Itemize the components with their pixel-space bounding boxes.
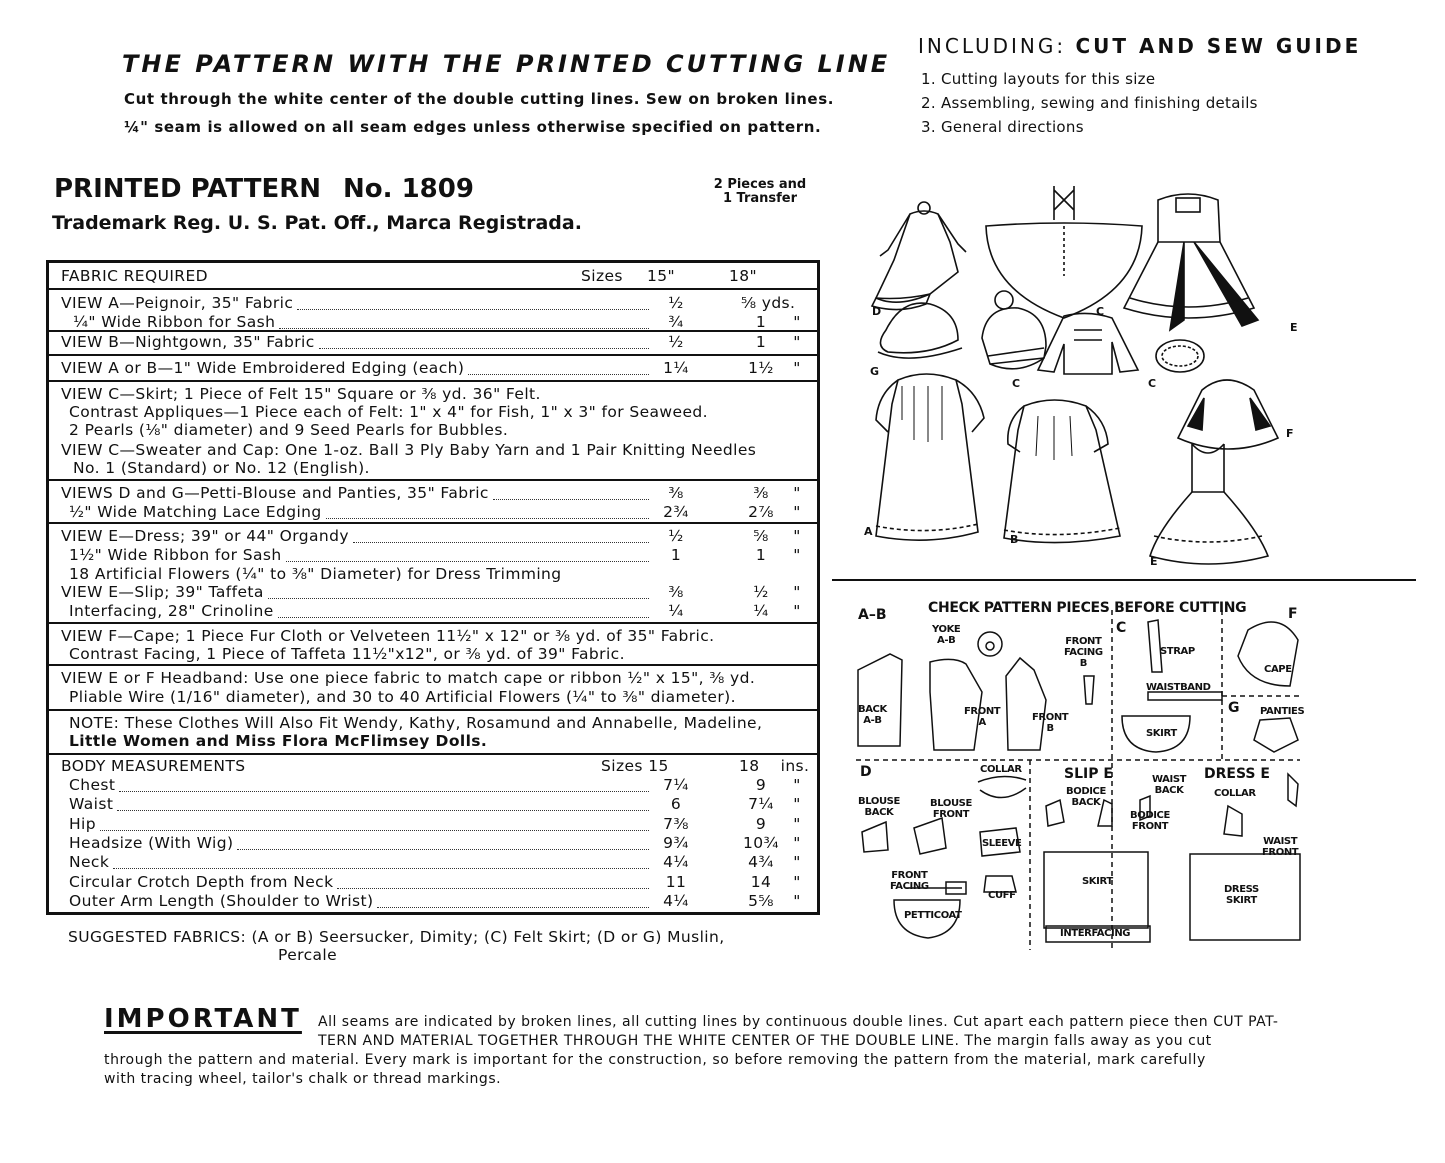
body-measure-label: Circular Crotch Depth from Neck xyxy=(69,872,334,891)
fabric-label: VIEW E or F Headband: Use one piece fabric to match cape or ribbon ½" x 15", ⅜ yd. xyxy=(61,669,756,687)
important-text-line: All seams are indicated by broken lines, all cutting lines by continuous double lines. Cut apart each pattern piece then CUT PAT- xyxy=(318,1014,1279,1030)
fabric-label: VIEW B—Nightgown, 35" Fabric xyxy=(61,333,315,351)
leader-dots xyxy=(337,888,649,889)
guide-item: 3. General directions xyxy=(921,118,1084,136)
guide-item: 1. Cutting layouts for this size xyxy=(921,70,1156,88)
leader-dots xyxy=(493,499,649,500)
view-letter: C xyxy=(1096,305,1104,318)
divider xyxy=(49,709,817,711)
divider xyxy=(49,664,817,666)
size-15-value: ½ xyxy=(668,294,684,312)
size-15-value: ¾ xyxy=(668,313,684,331)
piece-label-sleeve: SLEEVE xyxy=(982,838,1022,849)
view-letter: E xyxy=(1150,555,1158,568)
piece-label-cape: CAPE xyxy=(1264,664,1292,675)
piece-label-collar-d: COLLAR xyxy=(980,764,1022,775)
ditto-mark: " xyxy=(793,833,801,852)
body-measure-label: Headsize (With Wig) xyxy=(69,833,234,852)
ditto-mark: " xyxy=(793,776,801,794)
piece-label-cuff: CUFF xyxy=(988,890,1016,901)
size-15-header: 15" xyxy=(647,267,676,285)
size-18-value: 1 xyxy=(755,333,767,351)
size-18-value: 1 xyxy=(755,546,767,564)
view-letter: E xyxy=(1290,321,1298,334)
view-g-bonnet xyxy=(878,303,962,358)
body-measure-label: Outer Arm Length (Shoulder to Wrist) xyxy=(69,891,374,910)
section-g-label: G xyxy=(1228,700,1240,716)
leader-dots xyxy=(319,348,649,349)
size-18-value: ⅝ xyxy=(753,527,769,545)
body-measure-label: Chest xyxy=(69,776,116,794)
size-15-value: 4¼ xyxy=(663,891,689,910)
size-15-value: 2¾ xyxy=(663,503,689,521)
important-label: IMPORTANT xyxy=(104,1004,302,1034)
ditto-mark: " xyxy=(793,853,801,872)
view-letter: B xyxy=(1010,533,1018,546)
body-size-18-header: 18 xyxy=(739,757,760,775)
ditto-mark: " xyxy=(793,313,801,331)
leader-dots xyxy=(297,309,649,310)
size-15-value: 1 xyxy=(670,546,682,564)
leader-dots xyxy=(268,598,649,599)
size-18-value: 5⅝ xyxy=(748,891,774,910)
leader-dots xyxy=(119,791,649,792)
size-18-value: 9 xyxy=(755,776,767,794)
ditto-mark: " xyxy=(793,359,801,377)
fabric-label: VIEW F—Cape; 1 Piece Fur Cloth or Velveteen 11½" x 12" or ⅜ yd. of 35" Fabric. xyxy=(61,627,715,645)
views-illustration xyxy=(858,180,1418,572)
size-15-value: 7¼ xyxy=(663,776,689,794)
piece-label-front-facing-d: FRONT FACING xyxy=(890,870,929,892)
leader-dots xyxy=(113,868,649,869)
check-pieces-title: CHECK PATTERN PIECES BEFORE CUTTING xyxy=(928,600,1247,616)
ditto-mark: " xyxy=(793,602,801,620)
piece-label-waistband: WAISTBAND xyxy=(1146,682,1211,693)
size-18-value: 4¾ xyxy=(748,853,774,872)
divider xyxy=(49,288,817,290)
section-c-label: C xyxy=(1116,620,1127,636)
view-e-headband xyxy=(1156,340,1204,372)
view-c-cap xyxy=(982,291,1046,369)
body-measure-label: Waist xyxy=(69,795,114,814)
fabric-label: VIEW E—Slip; 39" Taffeta xyxy=(61,583,264,601)
pattern-number: No. 1809 xyxy=(343,174,474,204)
ditto-mark: " xyxy=(793,546,801,564)
size-15-value: 1¼ xyxy=(663,359,689,377)
ditto-mark: " xyxy=(793,527,801,545)
guide-prefix: INCLUDING: xyxy=(918,34,1067,58)
body-sizes-label: Sizes 15 xyxy=(601,757,669,775)
pieces-count xyxy=(700,178,820,206)
view-letter: G xyxy=(870,365,879,378)
ditto-mark: " xyxy=(793,583,801,601)
size-15-value: ½ xyxy=(668,527,684,545)
ditto-mark: " xyxy=(793,484,801,502)
piece-label-panties: PANTIES xyxy=(1260,706,1305,717)
leader-dots xyxy=(468,374,649,375)
view-b-nightgown xyxy=(1004,400,1120,546)
size-15-value: 6 xyxy=(670,795,682,814)
divider xyxy=(49,479,817,481)
section-slip-e-label: SLIP E xyxy=(1064,766,1113,782)
piece-label-strap: STRAP xyxy=(1160,646,1195,657)
divider xyxy=(49,380,817,382)
fabric-label: VIEW C—Skirt; 1 Piece of Felt 15" Square or ⅜ yd. 36" Felt. xyxy=(61,385,541,403)
leader-dots xyxy=(286,561,649,562)
size-18-value: 2⅞ xyxy=(748,503,774,521)
pattern-title xyxy=(54,174,474,204)
view-e-slip xyxy=(1150,444,1268,564)
cutting-instruction: Cut through the white center of the double cutting lines. Sew on broken lines. xyxy=(124,90,835,108)
divider xyxy=(49,622,817,624)
piece-label-front-b: FRONT B xyxy=(1032,712,1069,734)
section-ab-label: A–B xyxy=(858,607,887,623)
important-text-line: with tracing wheel, tailor's chalk or thread markings. xyxy=(104,1071,502,1087)
view-letter: F xyxy=(1286,427,1294,440)
guide-item: 2. Assembling, sewing and finishing details xyxy=(921,94,1258,112)
size-15-value: ¼ xyxy=(668,602,684,620)
piece-label-waist-front: WAIST FRONT xyxy=(1262,836,1299,858)
fabric-label: 18 Artificial Flowers (¼" to ⅜" Diameter) for Dress Trimming xyxy=(69,565,562,583)
fabric-label: NOTE: These Clothes Will Also Fit Wendy, Kathy, Rosamund and Annabelle, Madeline, xyxy=(69,714,763,732)
piece-label-dress-skirt: DRESS SKIRT xyxy=(1224,884,1259,906)
piece-label-collar-e: COLLAR xyxy=(1214,788,1256,799)
guide-bold-title: CUT AND SEW GUIDE xyxy=(1075,34,1362,58)
piece-label-interfacing: INTERFACING xyxy=(1060,928,1131,939)
size-15-value: 11 xyxy=(665,872,687,891)
size-15-value: 4¼ xyxy=(663,853,689,872)
piece-label-front-a: FRONT A xyxy=(964,706,1001,728)
fabric-label: 2 Pearls (⅛" diameter) and 9 Seed Pearls for Bubbles. xyxy=(69,421,509,439)
fabric-label: Contrast Facing, 1 Piece of Taffeta 11½"x12", or ⅜ yd. of 39" Fabric. xyxy=(69,645,625,663)
divider xyxy=(49,522,817,524)
size-18-value: ⅝ yds. xyxy=(741,294,796,312)
divider xyxy=(49,753,817,755)
section-divider xyxy=(832,579,1416,581)
fabric-table xyxy=(46,260,820,915)
leader-dots xyxy=(100,830,649,831)
suggested-fabrics-cont: Percale xyxy=(278,946,338,964)
fabric-label: ½" Wide Matching Lace Edging xyxy=(69,503,322,521)
pattern-name: PRINTED PATTERN xyxy=(54,174,322,204)
leader-dots xyxy=(237,849,649,850)
size-18-value: 9 xyxy=(755,814,767,833)
leader-dots xyxy=(117,810,649,811)
piece-label-petticoat: PETTICOAT xyxy=(904,910,962,921)
section-dress-e-label: DRESS E xyxy=(1204,766,1270,782)
divider xyxy=(49,330,817,332)
size-18-value: 7¼ xyxy=(748,795,774,814)
size-18-header: 18" xyxy=(729,267,758,285)
size-15-value: ½ xyxy=(668,333,684,351)
fabric-label: VIEW C—Sweater and Cap: One 1-oz. Ball 3 Ply Baby Yarn and 1 Pair Knitting Needles xyxy=(61,441,757,459)
pattern-pieces-diagram xyxy=(850,600,1410,950)
view-letter: C xyxy=(1148,377,1156,390)
size-18-value: 10¾ xyxy=(743,833,779,852)
size-15-value: 7⅜ xyxy=(663,814,689,833)
ditto-mark: " xyxy=(793,503,801,521)
size-18-value: ¼ xyxy=(753,602,769,620)
piece-label-blouse-front: BLOUSE FRONT xyxy=(930,798,972,820)
view-letter: A xyxy=(864,525,873,538)
piece-label-blouse-back: BLOUSE BACK xyxy=(858,796,900,818)
ditto-mark: " xyxy=(793,795,801,814)
ditto-mark: " xyxy=(793,814,801,833)
trademark-line: Trademark Reg. U. S. Pat. Off., Marca Registrada. xyxy=(52,212,582,234)
size-15-value: ⅜ xyxy=(668,583,684,601)
size-18-value: 1 xyxy=(755,313,767,331)
leader-dots xyxy=(278,617,649,618)
body-measure-label: Hip xyxy=(69,814,97,833)
fabric-label: No. 1 (Standard) or No. 12 (English). xyxy=(73,459,370,477)
pattern-headline: THE PATTERN WITH THE PRINTED CUTTING LINE xyxy=(122,50,891,78)
fabric-label: 1½" Wide Ribbon for Sash xyxy=(69,546,282,564)
leader-dots xyxy=(377,907,649,908)
section-f-label: F xyxy=(1288,606,1298,622)
piece-label-bodice-back: BODICE BACK xyxy=(1066,786,1106,808)
size-15-value: ⅜ xyxy=(668,484,684,502)
suggested-fabrics: SUGGESTED FABRICS: (A or B) Seersucker, Dimity; (C) Felt Skirt; (D or G) Muslin, xyxy=(68,928,725,946)
fabric-label: ¼" Wide Ribbon for Sash xyxy=(73,313,276,331)
fabric-label: VIEWS D and G—Petti-Blouse and Panties, 35" Fabric xyxy=(61,484,489,502)
divider xyxy=(49,354,817,356)
fabric-label: VIEW E—Dress; 39" or 44" Organdy xyxy=(61,527,349,545)
body-unit: ins. xyxy=(780,757,810,775)
size-18-value: ⅜ xyxy=(753,484,769,502)
ditto-mark: " xyxy=(793,891,801,910)
fabric-label: Little Women and Miss Flora McFlimsey Dolls. xyxy=(69,732,488,750)
body-measure-label: Neck xyxy=(69,853,110,872)
view-letter: C xyxy=(1012,377,1020,390)
fabric-label: Interfacing, 28" Crinoline xyxy=(69,602,274,620)
important-text-line: TERN AND MATERIAL TOGETHER THROUGH THE WHITE CENTER OF THE DOUBLE LINE. The margin falls away as you cut xyxy=(318,1033,1212,1049)
leader-dots xyxy=(279,328,649,329)
pieces-line: 2 Pieces and xyxy=(713,177,807,192)
view-c-skirt xyxy=(986,186,1142,318)
piece-label-waist-back: WAIST BACK xyxy=(1152,774,1187,796)
leader-dots xyxy=(326,518,649,519)
view-letter: D xyxy=(872,305,881,318)
piece-label-skirt-slip: SKIRT xyxy=(1082,876,1113,887)
size-18-value: 1½ xyxy=(748,359,774,377)
piece-label-skirt-c: SKIRT xyxy=(1146,728,1177,739)
size-18-value: 14 xyxy=(750,872,772,891)
body-heading: BODY MEASUREMENTS xyxy=(61,757,246,775)
guide-heading xyxy=(918,34,1361,58)
fabric-heading: FABRIC REQUIRED xyxy=(61,267,208,285)
view-e-dress xyxy=(1124,194,1258,330)
leader-dots xyxy=(353,542,649,543)
size-18-value: ½ xyxy=(753,583,769,601)
view-a-gown xyxy=(876,374,984,540)
important-text-line: through the pattern and material. Every mark is important for the construction, so before removing the pattern from the material, mark carefully xyxy=(104,1052,1206,1068)
view-d-figure xyxy=(872,202,966,310)
fabric-label: Pliable Wire (1/16" diameter), and 30 to 40 Artificial Flowers (¼" to ⅜" diameter). xyxy=(69,688,736,706)
fabric-label: VIEW A or B—1" Wide Embroidered Edging (each) xyxy=(61,359,465,377)
fabric-label: Contrast Appliques—1 Piece each of Felt: 1" x 4" for Fish, 1" x 3" for Seaweed. xyxy=(69,403,708,421)
piece-label-yoke: YOKE A-B xyxy=(932,624,961,646)
piece-label-bodice-front: BODICE FRONT xyxy=(1130,810,1170,832)
view-c-sweater xyxy=(1038,313,1138,374)
size-15-value: 9¾ xyxy=(663,833,689,852)
section-d-label: D xyxy=(860,764,872,780)
sizes-label: Sizes xyxy=(581,267,623,285)
seam-allowance-note: ¼" seam is allowed on all seam edges unless otherwise specified on pattern. xyxy=(124,118,822,136)
view-f-cape xyxy=(1178,380,1278,449)
pieces-line: 1 Transfer xyxy=(722,191,798,206)
ditto-mark: " xyxy=(793,872,801,891)
piece-label-back-ab: BACK A-B xyxy=(858,704,887,726)
piece-label-front-facing-b: FRONT FACING B xyxy=(1064,636,1103,669)
fabric-label: VIEW A—Peignoir, 35" Fabric xyxy=(61,294,294,312)
ditto-mark: " xyxy=(793,333,801,351)
